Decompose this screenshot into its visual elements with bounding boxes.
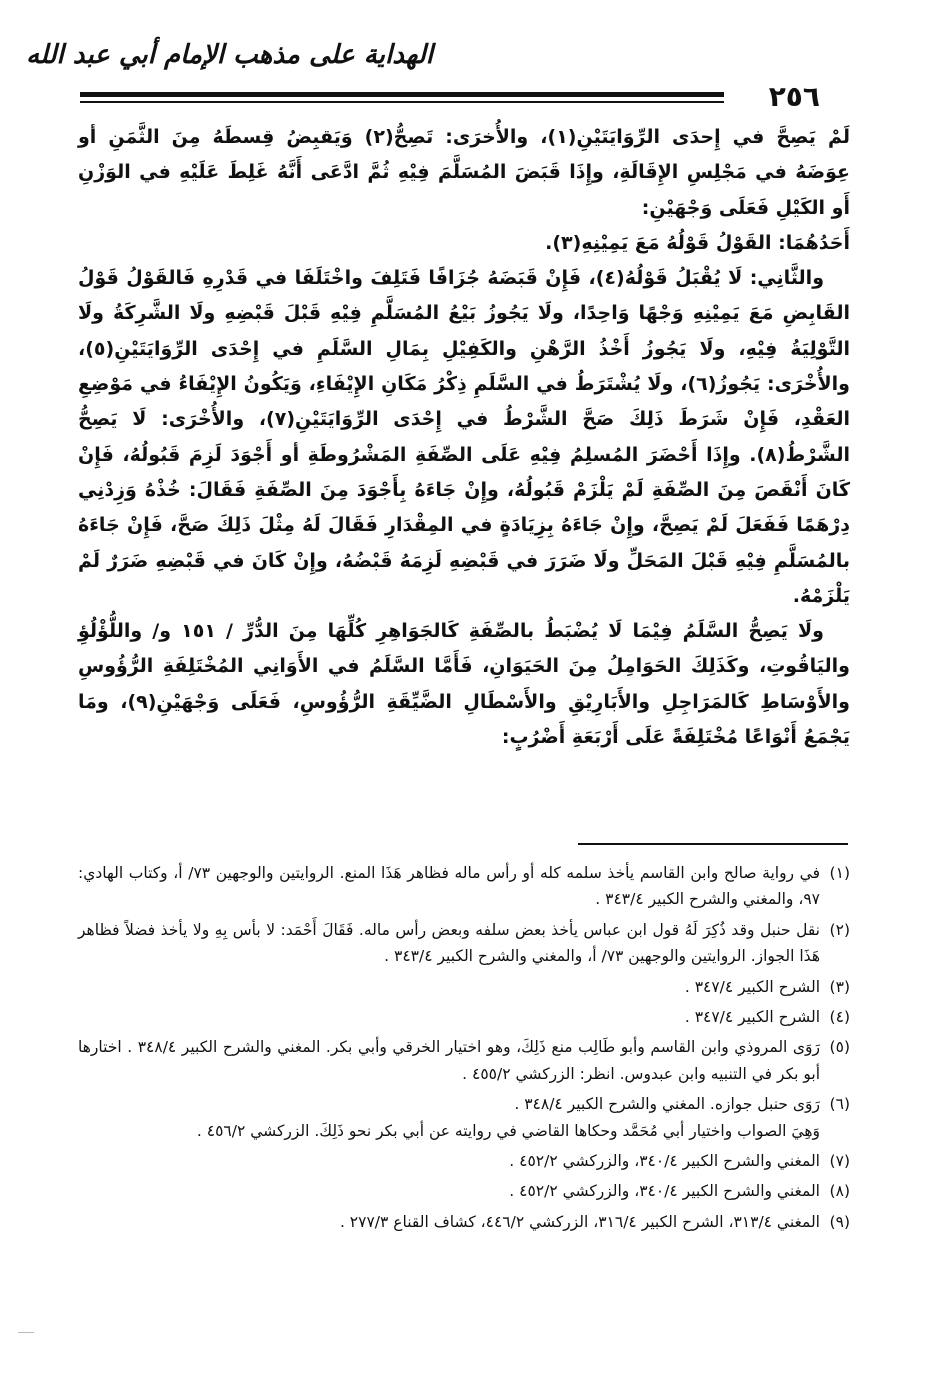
body-paragraph: ولَا يَصِحُّ السَّلَمُ فِيْمَا لَا يُضْبَطُ بالصِّفَةِ كَالجَوَاهِرِ كُلِّهَا مِنَ الدُّرِّ / ١٥١ و/ واللُّؤْلُؤِ واليَاقُوتِ، وكَذَلِكَ الحَوَامِلُ مِنَ الحَيَوَانِ، فَأَمَّا السَّلَمُ في الأَوَانِي المُخْتَلِفَةِ الرُّؤُوسِ والأَوْسَاطِ كَالمَرَاجِلِ والأَبَارِيْقِ والأَسْطَالِ الضَّيِّقَةِ الرُّؤُوسِ، فَعَلَى وَجْهَيْنِ(٩)، ومَا يَجْمَعُ أَنْوَاعًا مُخْتَلِفَةً عَلَى أَرْبَعَةِ أَضْرُبٍ:: [78, 620, 850, 749]
footnote: [78, 917, 850, 970]
footnote-continuation: [78, 1118, 850, 1144]
footnote-number: (٣): [829, 977, 850, 996]
footnote-number: (٤): [829, 1008, 850, 1027]
header-rule-thin: [80, 101, 730, 103]
footnote: [78, 1209, 850, 1235]
footnote: [78, 860, 850, 913]
main-text: [78, 120, 850, 755]
footnote-number: (٨): [829, 1182, 850, 1201]
footnote-text: الشرح الكبير ٣٤٧/٤ .: [684, 1008, 820, 1027]
footnote-number: (٢): [829, 920, 850, 939]
footnote-text: رَوَى حنبل جوازه. المغني والشرح الكبير ٣٤٨/٤ .: [514, 1095, 820, 1114]
footnote-number: (١): [829, 864, 850, 882]
page-number: ٢٥٦: [724, 80, 820, 113]
footnote-text: المغني والشرح الكبير ٣٤٠/٤، والزركشي ٤٥٢/٢ .: [509, 1182, 820, 1201]
scan-mark: [18, 1332, 34, 1333]
footnote: [78, 1034, 850, 1087]
footnote: [78, 1148, 850, 1174]
header-rule-thick: [80, 92, 730, 97]
footnote-text: نقل حنبل وقد ذُكِرَ لَهُ قول ابن عباس يأخذ بعض سلفه وبعض رأس ماله. فَقَالَ أَحْمَد: لا بأس بِهِ ولا يأخذ فضلاً فظاهر هَذَا الجواز. الروايتين والوجهين ٧٣/ أ، والمغني والشرح الكبير ٣٤٣/٤ .: [78, 920, 820, 966]
footnote: [78, 1091, 850, 1117]
footnote-text: الشرح الكبير ٣٤٧/٤ .: [684, 977, 820, 996]
footnote-text: وَهِيَ الصواب واختيار أبي مُحَمَّد وحكاها القاضي في روايته عن أبي بكر نحو ذَلِكَ. الزركشي ٤٥٦/٢ .: [196, 1121, 820, 1140]
body-paragraph: والثَّانِي: لَا يُقْبَلُ قَوْلُهُ(٤)، فَإِنْ قَبَضَهُ جُزَافًا فَتَلِفَ واخْتَلَفَا في قَدْرِهِ فَالقَوْلُ قَوْلُ القَابِضِ مَعَ يَمِيْنِهِ وَجْهًا وَاحِدًا، ولَا يَجُوزُ بَيْعُ المُسَلَّمِ فِيْهِ قَبْلَ قَبْضِهِ ولَا الشَّرِكَةُ ولَا التَّوْلِيَةُ فِيْهِ، ولَا يَجُوزُ أَخْذُ الرَّهْنِ والكَفِيْلِ بِمَالِ السَّلَمِ في إِحْدَى الرِّوَايَتَيْنِ(٥)، والأُخْرَى: يَجُوزُ(٦)، ولَا يُشْتَرَطُ في السَّلَمِ ذِكْرُ مَكَانِ الإِيْفَاءِ، وَيَكُونُ الإِيْفَاءُ في مَوْضِعِ العَقْدِ، فَإِنْ شَرَطَ ذَلِكَ صَحَّ الشَّرْطُ في إِحْدَى الرِّوَايَتَيْنِ(٧)، والأُخْرَى: لَا يَصِحُّ الشَّرْطُ(٨). وإِذَا أَحْضَرَ المُسلِمُ فِيْهِ عَلَى الصِّفَةِ المَشْرُوطَةِ أو أَجْوَدَ لَزِمَ قَبُولُهُ، فَإِنْ كَانَ أَنْقَصَ مِنَ الصِّفَةِ لَمْ يَلْزَمْ قَبُولُهُ، وإِنْ جَاءَهُ بِأَجْوَدَ مِنَ الصِّفَةِ فَقَالَ: خُذْهُ وَزِدْنِي دِرْهَمًا فَفَعَلَ لَمْ يَصِحَّ، وإِنْ جَاءَهُ بِزِيَادَةٍ في المِقْدَارِ فَقَالَ لَهُ مِثْلَ ذَلِكَ صَحَّ، فَإِنْ جَاءَهُ بالمُسَلَّمِ فِيْهِ قَبْلَ المَحَلِّ ولَا ضَرَرَ في قَبْضِهِ لَزِمَهُ قَبْضُهُ، وإِنْ كَانَ في قَبْضِهِ ضَرَرٌ لَمْ يَلْزَمْهُ.: [78, 267, 850, 607]
footnote-number: (٧): [829, 1152, 850, 1171]
footnote-number: (٩): [829, 1212, 850, 1231]
footnote: [78, 974, 850, 1000]
footnote: [78, 1004, 850, 1030]
footnote-number: (٦): [829, 1095, 850, 1114]
running-header-title: الهداية على مذهب الإمام أبي عبد الله: [26, 40, 433, 70]
body-paragraph: لَمْ يَصِحَّ في إِحدَى الرِّوَايَتَيْنِ(١)، والأُخرَى: تَصِحُّ(٢) وَيَقبِضُ قِسطَهُ مِنَ الثَّمَنِ أو عِوَضَهُ في مَجْلِسِ الإِقَالَةِ، وإِذَا قَبَضَ المُسَلَّمَ فِيْهِ ثُمَّ ادَّعَى أَنَّهُ غَلِطَ عَلَيْهِ في الوَزْنِ أَو الكَيْلِ فَعَلَى وَجْهَيْنِ:: [78, 126, 850, 219]
footnote-number: (٥): [829, 1038, 850, 1057]
footnote-text: المغني والشرح الكبير ٣٤٠/٤، والزركشي ٤٥٢/٢ .: [509, 1152, 820, 1171]
footnotes: [78, 860, 850, 1235]
body-paragraph: أَحَدُهُمَا: القَوْلُ قَوْلُهُ مَعَ يَمِيْنِهِ(٣).: [545, 231, 850, 254]
footnote-text: المغني ٣١٣/٤، الشرح الكبير ٣١٦/٤، الزركشي ٤٤٦/٢، كشاف القناع ٢٧٧/٣ .: [339, 1212, 820, 1231]
footnote-text: في رواية صالح وابن القاسم يأخذ سلمه كله أو رأس ماله فظاهر هَذَا المنع. الروايتين والوجهين ٧٣/ أ، وكتاب الهادي: ٩٧، والمغني والشرح الكبير ٣٤٣/٤ .: [78, 864, 820, 909]
footnote: [78, 1178, 850, 1204]
footnote-separator: [578, 843, 848, 845]
footnote-text: رَوَى المروذي وابن القاسم وأبو طَالِب منع ذَلِكَ، وهو اختيار الخرقي وأبي بكر. المغني والشرح الكبير ٣٤٨/٤ . اختارها أبو بكر في التنبيه وابن عبدوس. انظر: الزركشي ٤٥٥/٢ .: [78, 1038, 821, 1083]
